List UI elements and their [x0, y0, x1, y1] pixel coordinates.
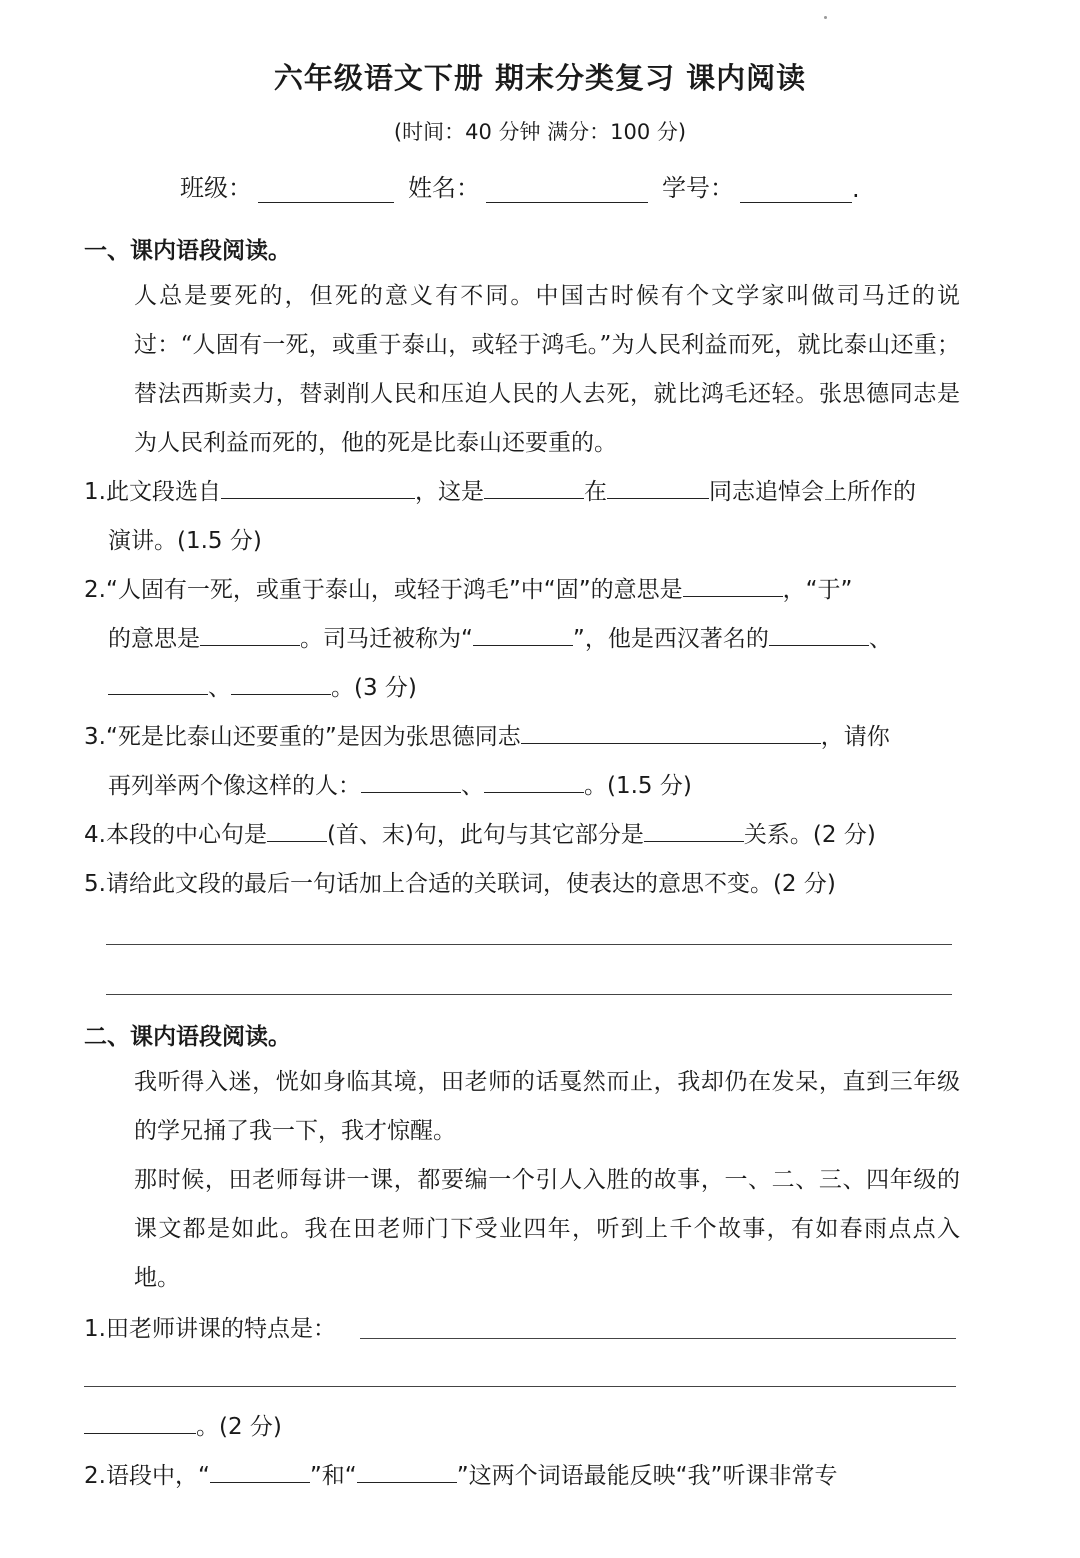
s1-q3-text-b: ，请你	[820, 724, 890, 750]
s2-q2-text-a: 2.语段中，“	[84, 1463, 210, 1489]
student-id-field[interactable]	[740, 178, 852, 203]
s1-q1-text-d: 同志追悼会上所作的	[708, 479, 916, 505]
s1-q2-blank-4[interactable]	[769, 623, 869, 646]
s2-q2-blank-2[interactable]	[357, 1460, 457, 1483]
name-label: 姓名：	[408, 174, 480, 202]
s1-question-4	[84, 811, 960, 860]
s1-q4-blank-1[interactable]	[267, 819, 327, 842]
class-label: 班级：	[180, 174, 252, 202]
s2-question-1-end	[84, 1403, 960, 1452]
exam-time-score: (时间：40 分钟 满分：100 分)	[393, 120, 687, 144]
s1-question-2	[84, 566, 960, 615]
s1-q2-text-b: ，“于”	[782, 577, 853, 603]
s1-q2-text-a: 2.“人固有一死，或重于泰山，或轻于鸿毛”中“固”的意思是	[84, 577, 683, 603]
s1-answer-line-2[interactable]	[106, 994, 952, 995]
s1-q3-blank-1[interactable]	[521, 721, 821, 744]
section1-passage	[84, 272, 960, 468]
s2-q2-text-c: ”这两个词语最能反映“我”听课非常专	[456, 1463, 838, 1489]
s2-q1-text-b: 。(2 分)	[196, 1414, 282, 1440]
s1-q2-text-c: 的意思是	[108, 626, 200, 652]
section2-passage-1	[84, 1058, 960, 1156]
s1-q3-text-d: 、	[461, 773, 484, 799]
section1-passage-text: 人总是要死的，但死的意义有不同。中国古时候有个文学家叫做司马迁的说过：“人固有一死，或重于泰山，或轻于鸿毛。”为人民利益而死，就比泰山还重；替法西斯卖力，替剥削人民和压迫人民的人去死，就比鸿毛还轻。张思德同志是为人民利益而死的，他的死是比泰山还要重的。	[134, 283, 960, 456]
page-title: 六年级语文下册 期末分类复习 课内阅读	[273, 61, 807, 95]
s1-q2-text-d: 。司马迁被称为“	[300, 626, 473, 652]
s2-q1-answer-line-3[interactable]	[84, 1411, 196, 1434]
s1-q2-blank-6[interactable]	[231, 672, 331, 695]
section2-heading: 二、课内语段阅读。	[84, 1024, 291, 1050]
student-info-line	[180, 168, 860, 203]
s1-answer-line-1[interactable]	[106, 944, 952, 945]
id-label: 学号：	[662, 174, 734, 202]
s2-q2-text-b: ”和“	[309, 1463, 357, 1489]
s2-q2-blank-1[interactable]	[210, 1460, 310, 1483]
s1-q3-text-e: 。(1.5 分)	[584, 773, 692, 799]
s1-q1-text-a: 1.此文段选自	[84, 479, 221, 505]
s1-q2-blank-1[interactable]	[683, 574, 783, 597]
s1-q4-blank-2[interactable]	[644, 819, 744, 842]
s1-q3-text-c: 再列举两个像这样的人：	[108, 773, 361, 799]
section2-passage-1-text: 我听得入迷，恍如身临其境，田老师的话戛然而止，我却仍在发呆，直到三年级的学兄捅了我一下，我才惊醒。	[134, 1069, 960, 1144]
s1-q2-blank-2[interactable]	[200, 623, 300, 646]
s1-q1-text-c: 在	[583, 479, 607, 505]
s1-q2-blank-5[interactable]	[108, 672, 208, 695]
s1-q1-blank-3[interactable]	[607, 476, 709, 499]
s1-q1-blank-2[interactable]	[484, 476, 584, 499]
s1-question-1	[84, 468, 960, 517]
s1-q1-blank-1[interactable]	[221, 476, 415, 499]
s1-question-3	[84, 713, 960, 762]
class-field[interactable]	[258, 178, 394, 203]
s2-question-2	[84, 1452, 960, 1501]
s1-q2-text-e: ”，他是西汉著名的	[572, 626, 769, 652]
s1-question-2-line3	[108, 664, 984, 713]
s1-q2-text-f: 、	[868, 626, 892, 652]
s1-q1-text-b: ，这是	[414, 479, 484, 505]
section2-passage-2	[84, 1156, 960, 1303]
s1-question-3-line2	[108, 762, 984, 811]
scan-speck	[824, 16, 827, 19]
section1-heading: 一、课内语段阅读。	[84, 238, 291, 264]
s1-q3-text-a: 3.“死是比泰山还要重的”是因为张思德同志	[84, 724, 521, 750]
s2-question-1	[84, 1305, 960, 1354]
section2-passage-2-text: 那时候，田老师每讲一课，都要编一个引人入胜的故事，一、二、三、四年级的课文都是如此。我在田老师门下受业四年，听到上千个故事，有如春雨点点入地。	[134, 1167, 960, 1291]
end-mark: .	[852, 175, 860, 203]
s1-q4-text-c: 关系。(2 分)	[743, 822, 876, 848]
s1-q2-text-g: 、	[208, 675, 231, 701]
s1-q2-blank-3[interactable]	[473, 623, 573, 646]
s1-question-2-line2	[108, 615, 984, 664]
s1-question-1-cont: 演讲。(1.5 分)	[108, 528, 262, 554]
s2-q1-text-a: 1.田老师讲课的特点是：	[84, 1316, 336, 1342]
s1-question-5: 5.请给此文段的最后一句话加上合适的关联词，使表达的意思不变。(2 分)	[84, 871, 836, 897]
s1-q4-text-a: 4.本段的中心句是	[84, 822, 267, 848]
name-field[interactable]	[486, 178, 648, 203]
s2-q1-answer-line-2[interactable]	[84, 1386, 956, 1387]
s1-q3-blank-2[interactable]	[361, 770, 461, 793]
s1-q4-text-b: (首、末)句，此句与其它部分是	[326, 822, 644, 848]
s2-q1-answer-line-1[interactable]	[360, 1338, 956, 1339]
s1-q2-text-h: 。(3 分)	[331, 675, 417, 701]
s1-q3-blank-3[interactable]	[484, 770, 584, 793]
